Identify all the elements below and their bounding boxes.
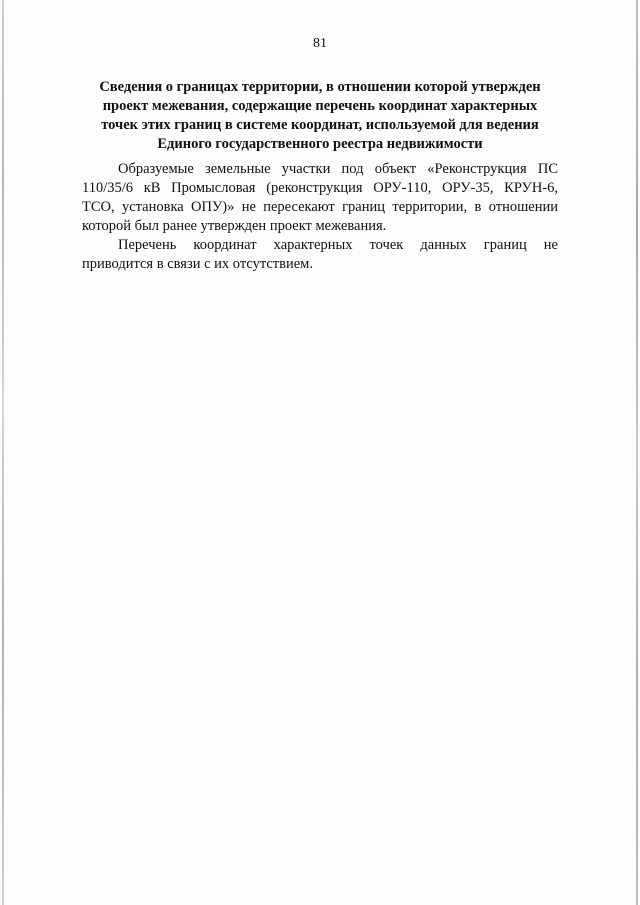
text-line: приводится в связи с их отсутствием. bbox=[82, 256, 313, 272]
heading-line: Единого государственного реестра недвижимости bbox=[157, 136, 483, 152]
page-number: 81 bbox=[313, 36, 327, 51]
text-line: ТСО, установка ОПУ)» не пересекают границ территории, в отношении bbox=[82, 199, 558, 215]
heading-line: Сведения о границах территории, в отношении которой утвержден bbox=[99, 79, 541, 95]
heading-line: точек этих границ в системе координат, используемой для ведения bbox=[101, 117, 539, 133]
text-line: 110/35/6 кВ Промысловая (реконструкция ОРУ-110, ОРУ-35, КРУН-6, bbox=[82, 180, 558, 196]
paragraph-land-plots bbox=[82, 160, 558, 236]
paragraph-coordinates bbox=[82, 236, 558, 274]
text-line: Перечень координат характерных точек данных границ не bbox=[118, 237, 558, 253]
text-line: Образуемые земельные участки под объект «Реконструкция ПС bbox=[118, 161, 558, 177]
body-text bbox=[82, 160, 558, 274]
scan-edge-left bbox=[2, 0, 4, 905]
text-line: которой был ранее утвержден проект межевания. bbox=[82, 218, 387, 234]
heading-line: проект межевания, содержащие перечень координат характерных bbox=[102, 98, 538, 114]
scan-edge-right bbox=[636, 0, 638, 905]
section-heading bbox=[78, 78, 562, 154]
